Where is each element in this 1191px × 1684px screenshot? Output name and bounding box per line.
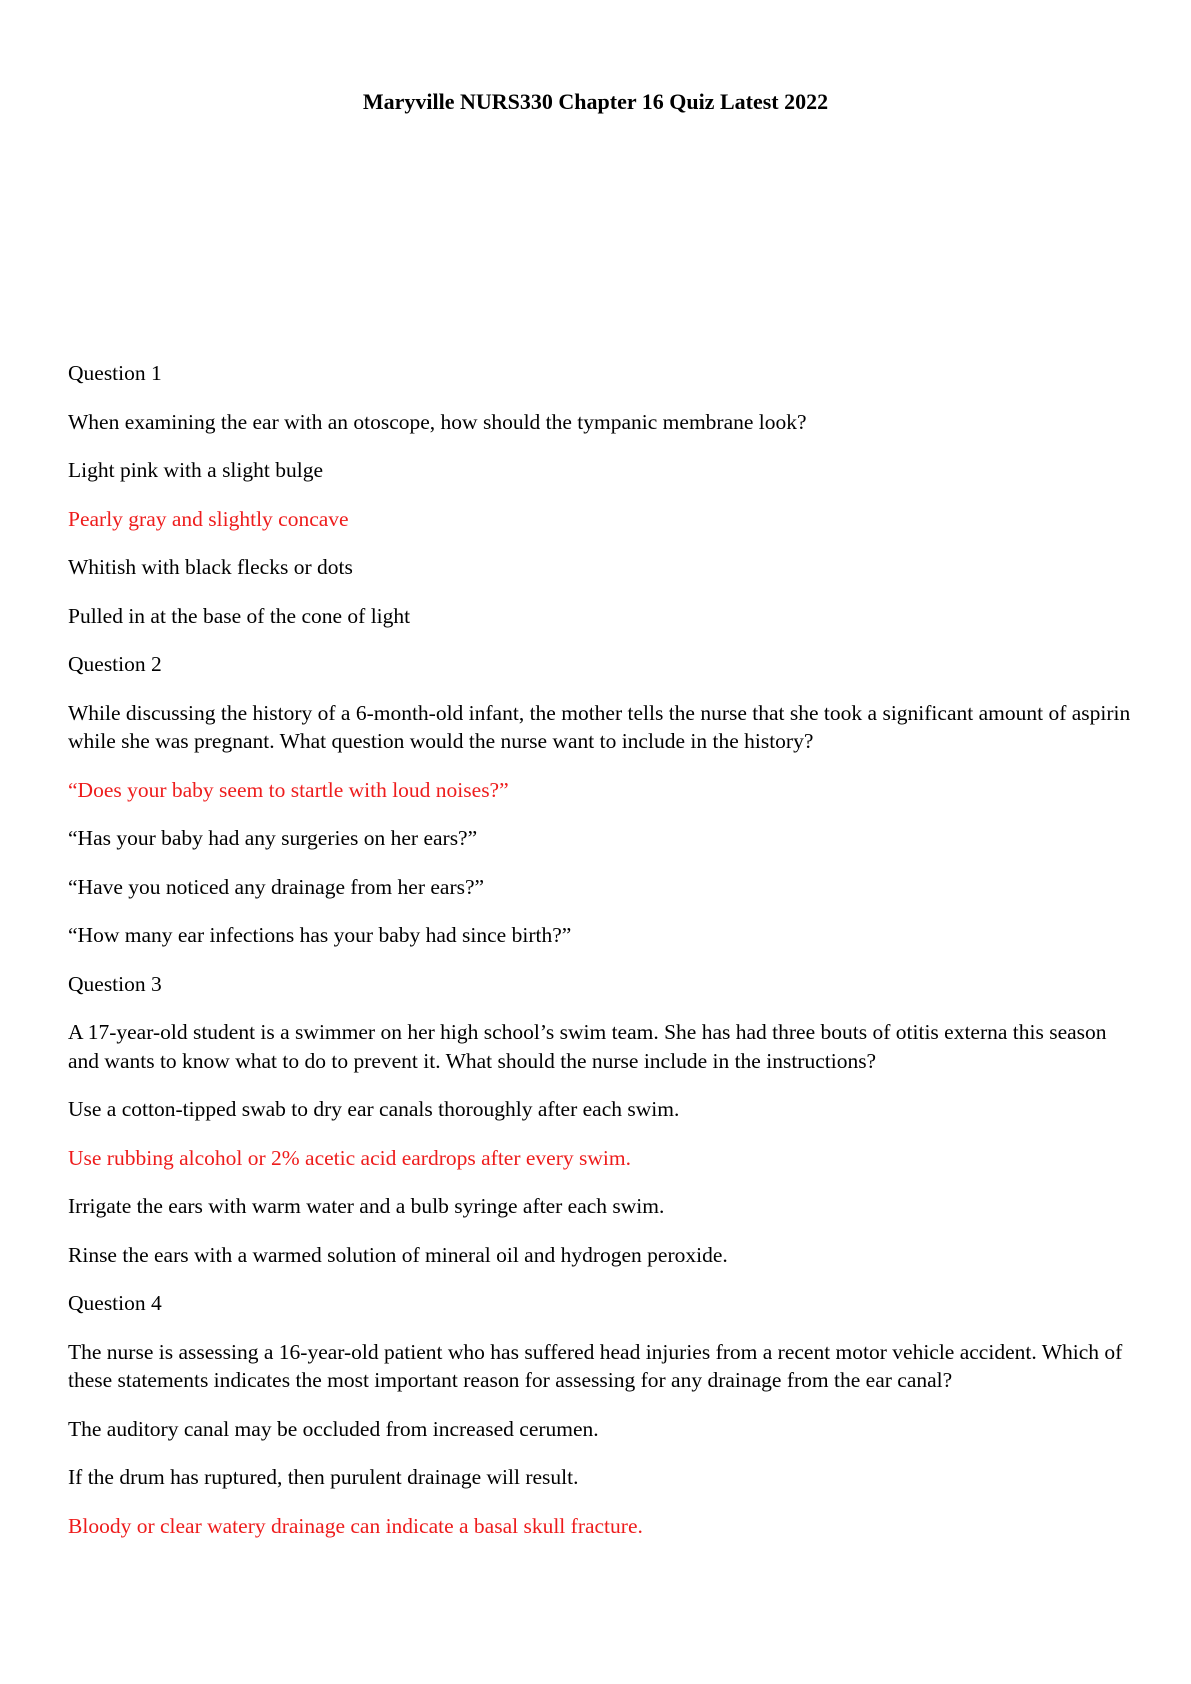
answer-option: The auditory canal may be occluded from increased cerumen. [68, 1416, 599, 1441]
answer-option: Use a cotton-tipped swab to dry ear canals thoroughly after each swim. [68, 1097, 680, 1121]
answer-option-correct: Bloody or clear watery drainage can indicate a basal skull fracture. [68, 1513, 643, 1538]
quiz-content [68, 359, 1138, 1560]
question-label: Question 2 [68, 652, 162, 676]
question-label: Question 4 [68, 1291, 162, 1315]
answer-option: Rinse the ears with a warmed solution of mineral oil and hydrogen peroxide. [68, 1242, 728, 1267]
question-prompt: A 17-year-old student is a swimmer on her high school’s swim team. She has had three bouts of otitis externa this season and wants to know what to do to prevent it. What should the nurse include in the instructions? [68, 1020, 1107, 1073]
answer-option-correct: Pearly gray and slightly concave [68, 506, 349, 531]
answer-option: If the drum has ruptured, then purulent drainage will result. [68, 1465, 579, 1489]
answer-option: Irrigate the ears with warm water and a bulb syringe after each swim. [68, 1194, 665, 1218]
question-label: Question 3 [68, 971, 162, 996]
answer-option: Light pink with a slight bulge [68, 458, 323, 482]
answer-option: Pulled in at the base of the cone of light [68, 603, 411, 628]
answer-option-correct: Use rubbing alcohol or 2% acetic acid eardrops after every swim. [68, 1145, 631, 1170]
question-prompt: The nurse is assessing a 16-year-old patient who has suffered head injuries from a recent motor vehicle accident. Which of these statements indicates the most important reason for assessing for any drainage from the ear canal? [68, 1339, 1123, 1392]
answer-option: Whitish with black flecks or dots [68, 555, 353, 579]
question-block [68, 1289, 1138, 1540]
question-block [68, 359, 1138, 630]
question-prompt: When examining the ear with an otoscope, how should the tympanic membrane look? [68, 409, 807, 434]
answer-option: “How many ear infections has your baby had since birth?” [68, 923, 572, 947]
question-block [68, 650, 1138, 950]
answer-option-correct: “Does your baby seem to startle with loud noises?” [68, 777, 509, 802]
question-prompt: While discussing the history of a 6-month-old infant, the mother tells the nurse that she took a significant amount of aspirin while she was pregnant. What question would the nurse want to include in the history? [68, 700, 1131, 753]
question-block [68, 970, 1138, 1270]
question-label: Question 1 [68, 361, 162, 385]
answer-option: “Has your baby had any surgeries on her ears?” [68, 826, 478, 850]
answer-option: “Have you noticed any drainage from her ears?” [68, 874, 485, 899]
document-title: Maryville NURS330 Chapter 16 Quiz Latest 2022 [362, 89, 829, 114]
